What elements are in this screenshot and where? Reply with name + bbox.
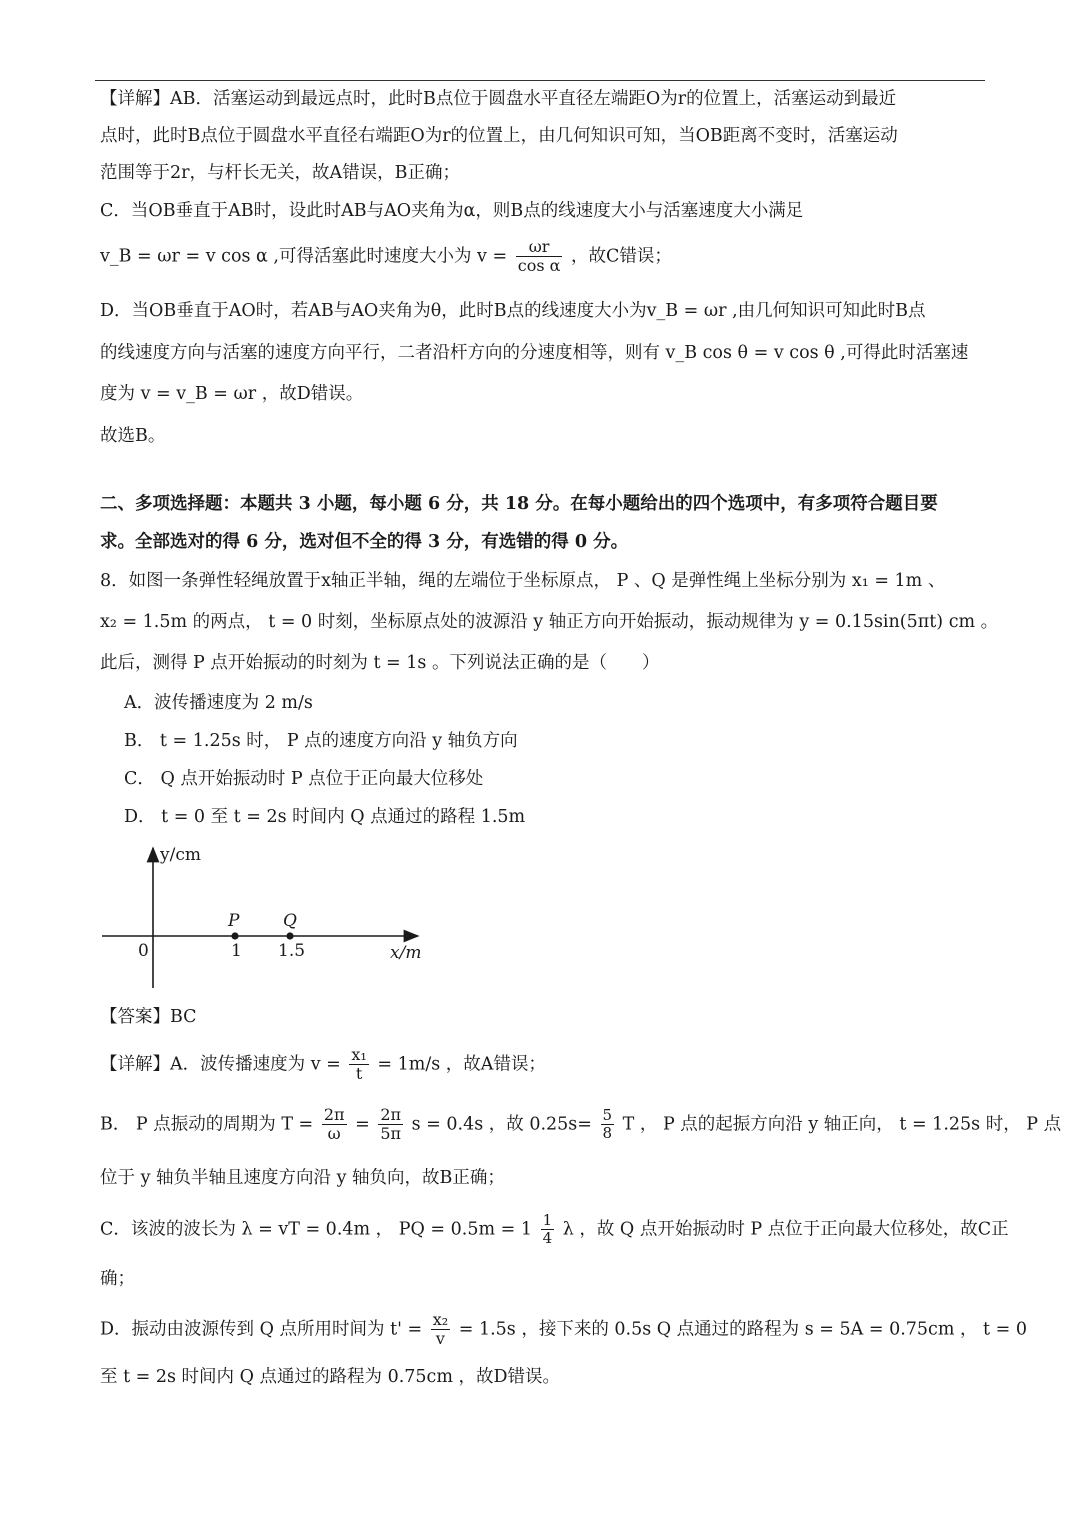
detail-a-den: t [355, 1064, 363, 1084]
q8-option-b: B． t = 1.25s 时， P 点的速度方向沿 y 轴负方向 [124, 731, 518, 751]
q8-detail-a [100, 1046, 546, 1084]
detail-a-pre: 【详解】A．波传播速度为 v = [100, 1054, 341, 1075]
detail-b-fraction-1 [322, 1106, 347, 1144]
detail-b-f1-den: ω [327, 1124, 341, 1144]
q8-detail-c-line1 [100, 1212, 1009, 1248]
q8-detail-d-line2: 至 t = 2s 时间内 Q 点通过的路程为 0.75cm ，故D错误。 [100, 1367, 561, 1387]
detail-c-fraction-den: cos α [517, 256, 561, 276]
detail-d2-den: v [435, 1329, 445, 1349]
detail-c2-post: λ ，故 Q 点开始振动时 P 点位于正向最大位移处，故C正 [562, 1219, 1009, 1240]
detail-a-num: x₁ [351, 1045, 367, 1064]
detail-b-f1-num: 2π [323, 1105, 345, 1124]
detail-b-fraction-2 [378, 1106, 403, 1144]
detail-b-fraction-3 [601, 1107, 615, 1143]
detail-c2-fraction [541, 1212, 555, 1248]
detail-b-mid: s = 0.4s ，故 0.25s= [411, 1114, 592, 1135]
detail-a-post: = 1m/s ，故A错误； [377, 1054, 546, 1075]
detail-ab-line3: 范围等于2r，与杆长无关，故A错误，B正确； [100, 163, 460, 183]
origin-label: 0 [138, 941, 149, 961]
detail-b-post: T ， P 点的起振方向沿 y 轴正向， t = 1.25s 时， P 点 [622, 1114, 1062, 1135]
q8-stem-line1: 8．如图一条弹性轻绳放置于x轴正半轴，绳的左端位于坐标原点， P 、Q 是弹性绳上坐标分别为 x₁ = 1m 、 [100, 571, 946, 591]
q8-answer: 【答案】BC [100, 1007, 197, 1027]
detail-c2-pre: C．该波的波长为 λ = vT = 0.4m ， PQ = 0.5m = 1 [100, 1219, 532, 1240]
detail-a-fraction [349, 1046, 368, 1084]
detail-c-formula-post: ，故C错误； [571, 246, 672, 267]
detail-b-f2-den: 5π [380, 1124, 402, 1144]
point-q-label: Q [283, 911, 297, 931]
q8-detail-b-line1 [100, 1106, 1061, 1144]
detail-b-f2-num: 2π [380, 1105, 402, 1124]
detail-d-line1: D．当OB垂直于AO时，若AB与AO夹角为θ，此时B点的线速度大小为v_B = ωr ,由几何知识可知此时B点 [100, 301, 926, 321]
q8-detail-b-line2: 位于 y 轴负半轴且速度方向沿 y 轴负向，故B正确； [100, 1168, 505, 1188]
detail-d2-fraction [431, 1311, 450, 1349]
axis-figure [100, 840, 430, 990]
detail-c2-den: 4 [542, 1229, 553, 1248]
y-axis-label: y/cm [160, 845, 201, 865]
detail-c-fraction [516, 238, 563, 276]
detail-d-line3: 度为 v = v_B = ωr ，故D错误。 [100, 384, 364, 404]
detail-c-fraction-num: ωr [516, 238, 563, 257]
point-p [231, 932, 238, 939]
detail-c-formula-pre: v_B = ωr = v cos α ,可得活塞此时速度大小为 v = [100, 246, 508, 267]
choose-b-line: 故选B。 [100, 426, 166, 446]
detail-b-f3-den: 8 [602, 1124, 613, 1143]
q8-stem-line3: 此后，测得 P 点开始振动的时刻为 t = 1s 。下列说法正确的是（ ） [100, 653, 660, 673]
point-q [286, 932, 293, 939]
q8-option-a: A．波传播速度为 2 m/s [124, 693, 313, 713]
point-p-label: P [228, 911, 240, 931]
detail-c-line1: C．当OB垂直于AB时，设此时AB与AO夹角为α，则B点的线速度大小与活塞速度大小满足 [100, 201, 804, 221]
detail-ab-line2: 点时，此时B点位于圆盘水平直径右端距O为r的位置上，由几何知识可知，当OB距离不变时，活塞运动 [100, 126, 898, 146]
q8-detail-c-line2: 确； [100, 1269, 135, 1289]
tick-1-5-label: 1.5 [278, 941, 306, 961]
detail-b-pre: B． P 点振动的周期为 T = [100, 1114, 314, 1135]
tick-1-label: 1 [231, 941, 242, 961]
detail-d2-pre: D．振动由波源传到 Q 点所用时间为 t' = [100, 1319, 423, 1340]
detail-c2-num: 1 [542, 1211, 553, 1229]
detail-d2-num: x₂ [432, 1310, 449, 1329]
x-axis-label: x/m [390, 943, 422, 963]
q8-detail-d-line1 [100, 1311, 1027, 1349]
detail-ab-line1: 【详解】AB．活塞运动到最远点时，此时B点位于圆盘水平直径左端距O为r的位置上，活塞运动到最近 [100, 89, 897, 109]
section2-heading-line2: 求。全部选对的得 6 分，选对但不全的得 3 分，有选错的得 0 分。 [100, 532, 629, 552]
q8-stem-line2: x₂ = 1.5m 的两点， t = 0 时刻，坐标原点处的波源沿 y 轴正方向开始振动，振动规律为 y = 0.15sin(5πt) cm 。 [100, 612, 999, 632]
detail-c-line2 [100, 238, 672, 276]
q8-option-d: D． t = 0 至 t = 2s 时间内 Q 点通过的路程 1.5m [124, 807, 526, 827]
detail-b-f3-num: 5 [602, 1106, 613, 1125]
section2-heading-line1: 二、多项选择题：本题共 3 小题，每小题 6 分，共 18 分。在每小题给出的四个选项中，有多项符合题目要 [100, 494, 938, 514]
detail-d-line2: 的线速度方向与活塞的速度方向平行，二者沿杆方向的分速度相等，则有 v_B cos θ = v cos θ ,可得此时活塞速 [100, 343, 969, 363]
detail-b-equals: = [355, 1114, 370, 1135]
header-rule [95, 80, 985, 81]
detail-d2-post: = 1.5s ，接下来的 0.5s Q 点通过的路程为 s = 5A = 0.75cm ， t = 0 [458, 1319, 1028, 1340]
q8-option-c: C． Q 点开始振动时 P 点位于正向最大位移处 [124, 769, 484, 789]
